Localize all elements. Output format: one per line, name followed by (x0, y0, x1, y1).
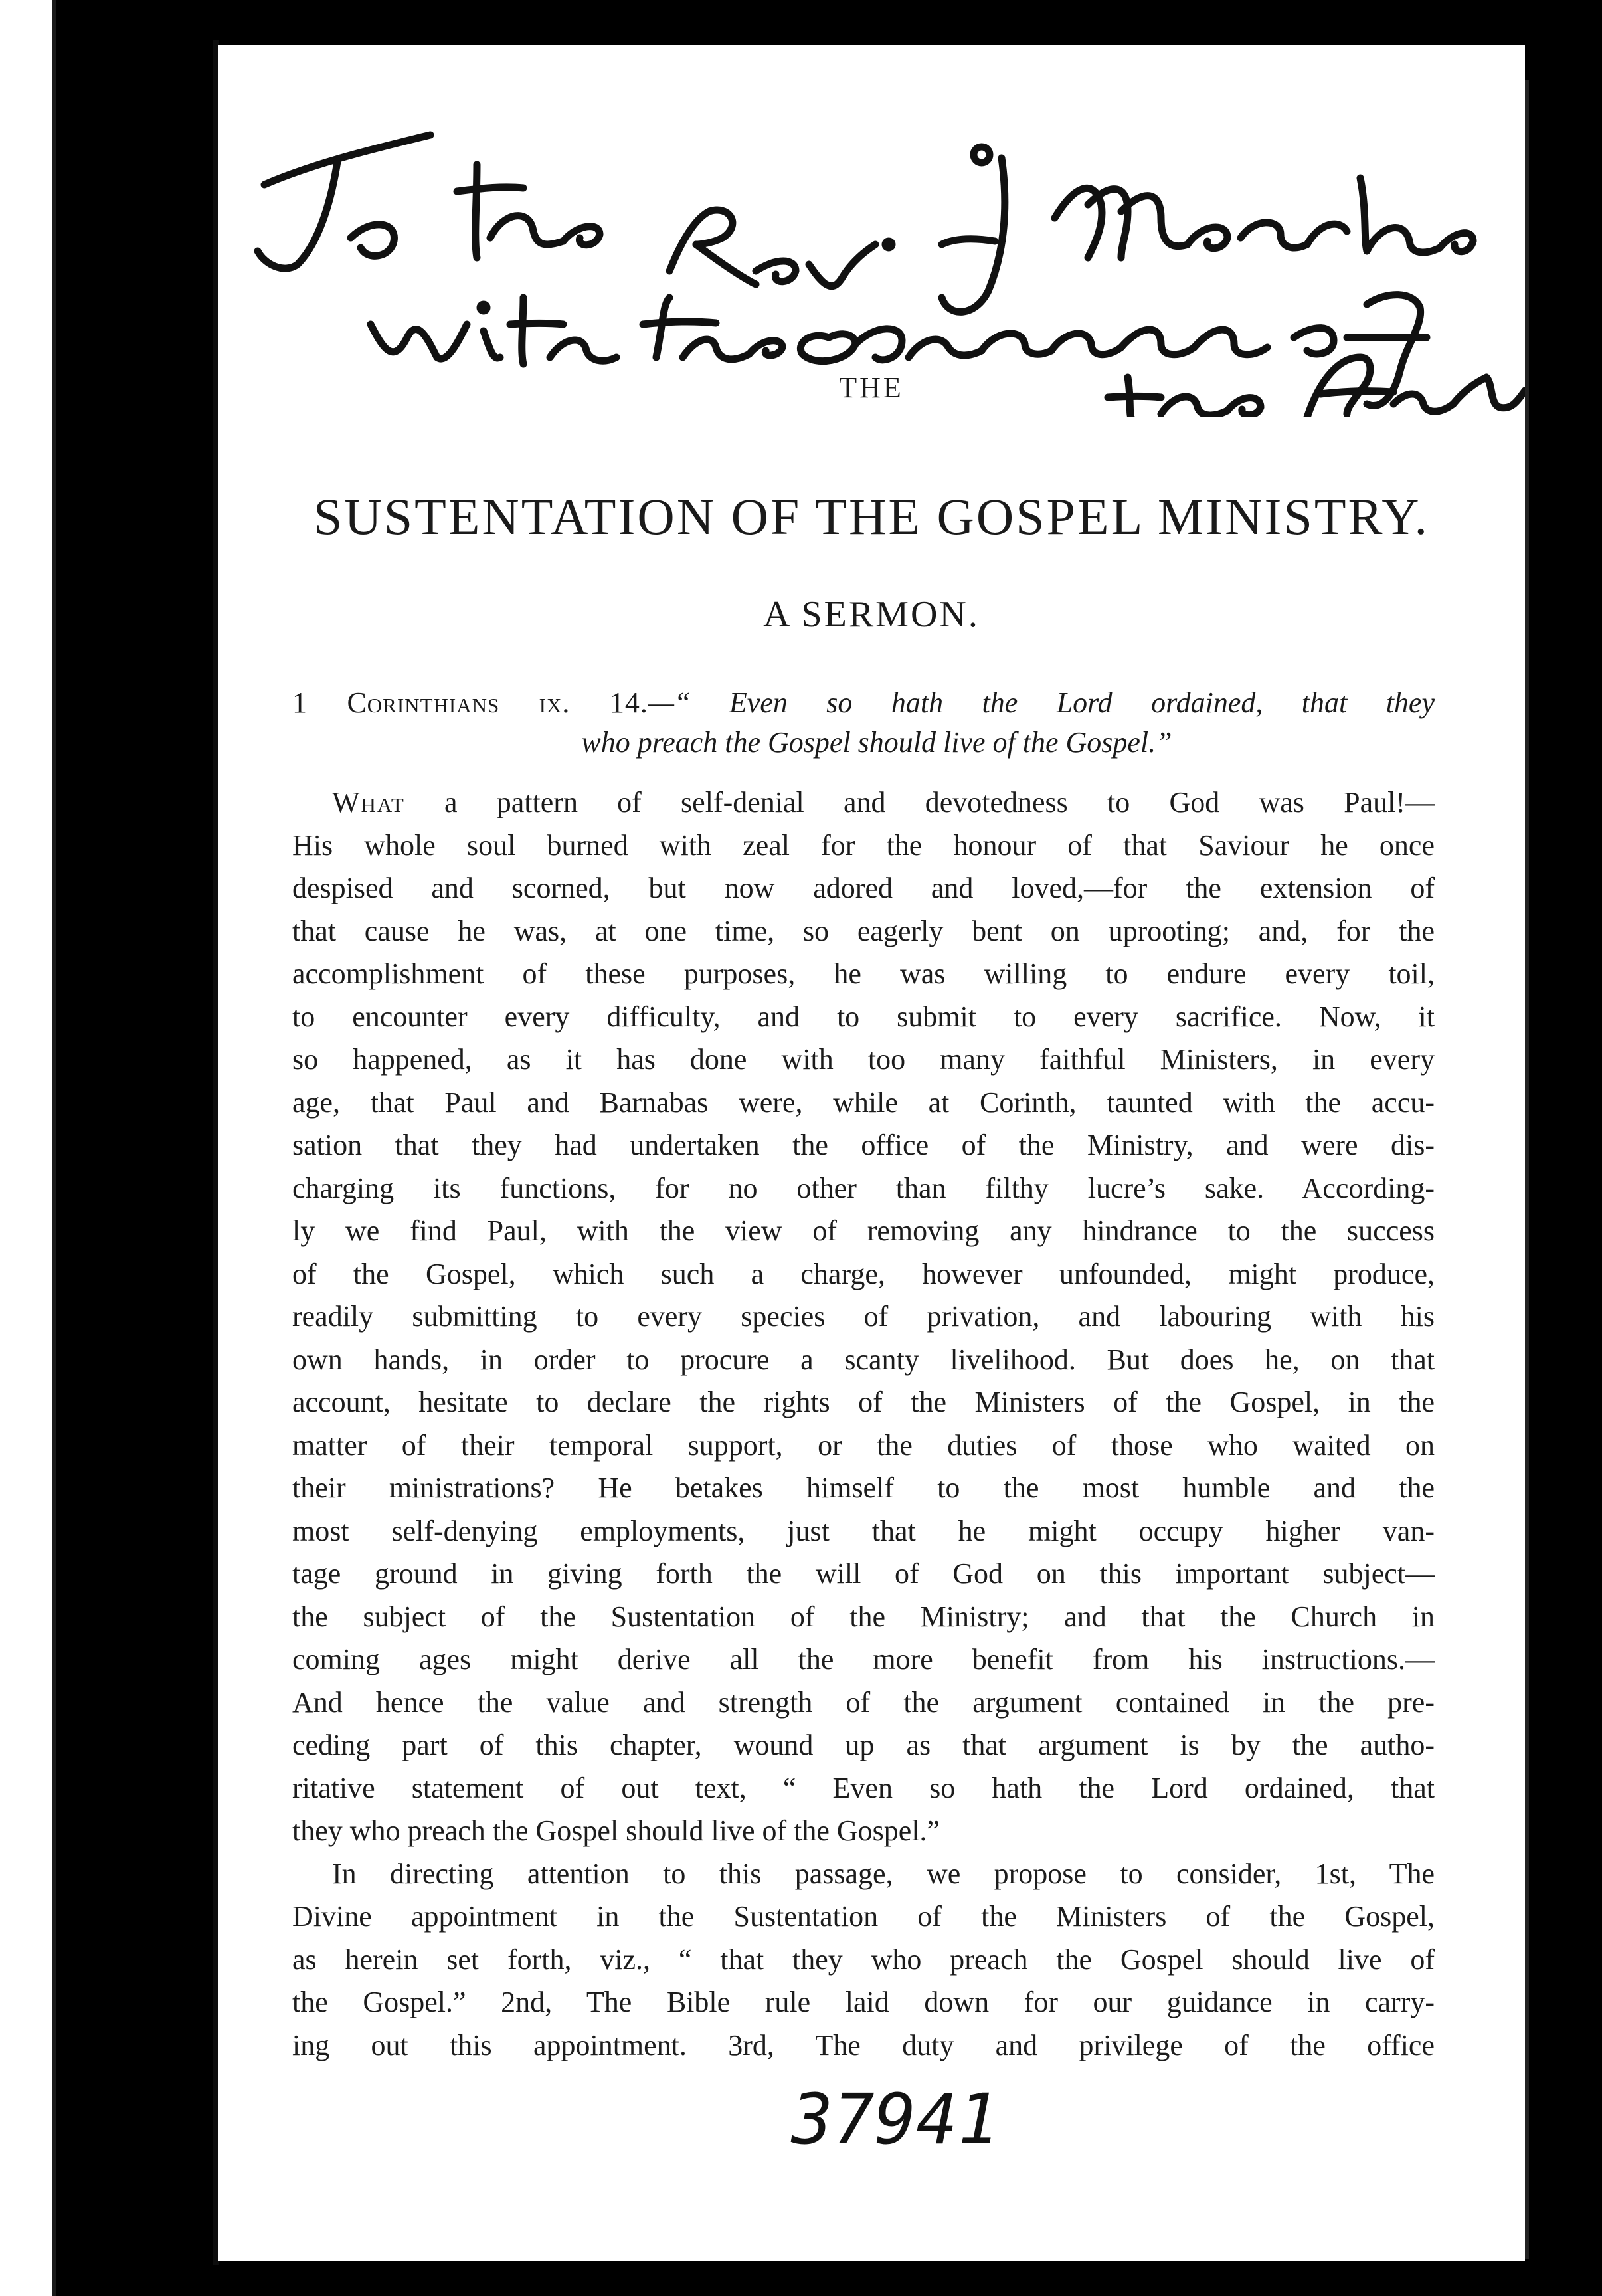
body-line: their ministrations? He betakes himself to the most humble and the (292, 1472, 1435, 1504)
sermon-subtitle: A SERMON. (763, 594, 980, 635)
epigraph-reference: 1 Corinthians ix. 14. (292, 686, 648, 719)
body-line: charging its functions, for no other than filthy lucre’s sake. According- (292, 1171, 1435, 1204)
body-line: the subject of the Sustentation of the Ministry; and that the Church in (292, 1600, 1435, 1633)
body-line: so happened, as it has done with too many faithful Ministers, in every (292, 1043, 1435, 1076)
handwritten-inscription (218, 45, 1525, 417)
body-line: Divine appointment in the Sustentation of the Ministers of the Gospel, (292, 1900, 1435, 1933)
body-line: ly we find Paul, with the view of removing any hindrance to the success (292, 1214, 1435, 1247)
body-line: of the Gospel, which such a charge, however unfounded, might produce, (292, 1257, 1435, 1290)
handwritten-catalog-number (696, 2078, 1095, 2158)
drop-word: What (332, 786, 405, 818)
epigraph-quote-line-1: —“ Even so hath the Lord ordained, that they (648, 686, 1435, 719)
body-line: ceding part of this chapter, wound up as that argument is by the autho- (292, 1729, 1435, 1761)
body-line: account, hesitate to declare the rights of the Ministers of the Gospel, in the (292, 1386, 1435, 1418)
body-line: ritative statement of out text, “ Even so hath the Lord ordained, that (292, 1771, 1435, 1804)
page-title: SUSTENTATION OF THE GOSPEL MINISTRY. (313, 488, 1429, 545)
body-line: despised and scorned, but now adored and loved,—for the extension of (292, 872, 1435, 904)
body-line: coming ages might derive all the more benefit from his instructions.— (292, 1643, 1435, 1675)
body-line: accomplishment of these purposes, he was willing to endure every toil, (292, 957, 1435, 990)
body-line: ing out this appointment. 3rd, The duty and privilege of the office (292, 2028, 1435, 2061)
body-line: matter of their temporal support, or the duties of those who waited on (292, 1428, 1435, 1462)
body-line: In directing attention to this passage, we propose to consider, 1st, The (332, 1857, 1435, 1890)
body-line: age, that Paul and Barnabas were, while at Corinth, taunted with the accu- (292, 1086, 1435, 1119)
body-line: And hence the value and strength of the argument contained in the pre- (292, 1685, 1435, 1719)
catalog-number-text: 37941 (791, 2079, 1000, 2158)
body-line: What a pattern of self-denial and devotedness to God was Paul!— (332, 786, 1435, 818)
body-line: that cause he was, at one time, so eagerly bent on uprooting; and, for the (292, 914, 1435, 947)
body-line: own hands, in order to procure a scanty livelihood. But does he, on that (292, 1343, 1435, 1376)
body-line: most self-denying employments, just that he might occupy higher van- (292, 1514, 1435, 1547)
body-line: as herein set forth, viz., “ that they who preach the Gospel should live of (292, 1943, 1435, 1976)
scan-left-margin (0, 0, 53, 2296)
page-right-edge (1525, 80, 1529, 2259)
body-line: tage ground in giving forth the will of God on this important subject— (292, 1557, 1435, 1590)
handwritten-inscription-signature (218, 45, 1525, 417)
epigraph-quote-line-2: who preach the Gospel should live of the Gospel.” (581, 726, 1172, 759)
running-title: THE (839, 371, 904, 404)
sermon-body (292, 781, 1435, 2067)
scan-left-edge (52, 0, 56, 2296)
body-line: the Gospel.” 2nd, The Bible rule laid down for our guidance in carry- (292, 1986, 1435, 2018)
scripture-epigraph (292, 683, 1435, 763)
body-line: readily submitting to every species of privation, and labouring with his (292, 1300, 1435, 1333)
body-line: they who preach the Gospel should live of the Gospel.” (292, 1814, 940, 1847)
body-line: His whole soul burned with zeal for the honour of that Saviour he once (292, 828, 1435, 862)
body-line: sation that they had undertaken the office of the Ministry, and were dis- (292, 1129, 1435, 1161)
body-line: to encounter every difficulty, and to submit to every sacrifice. Now, it (292, 1000, 1435, 1033)
epigraph-line-1 (292, 683, 1435, 723)
catalog-number-handwriting (696, 2078, 1095, 2158)
scanned-page (218, 45, 1525, 2261)
